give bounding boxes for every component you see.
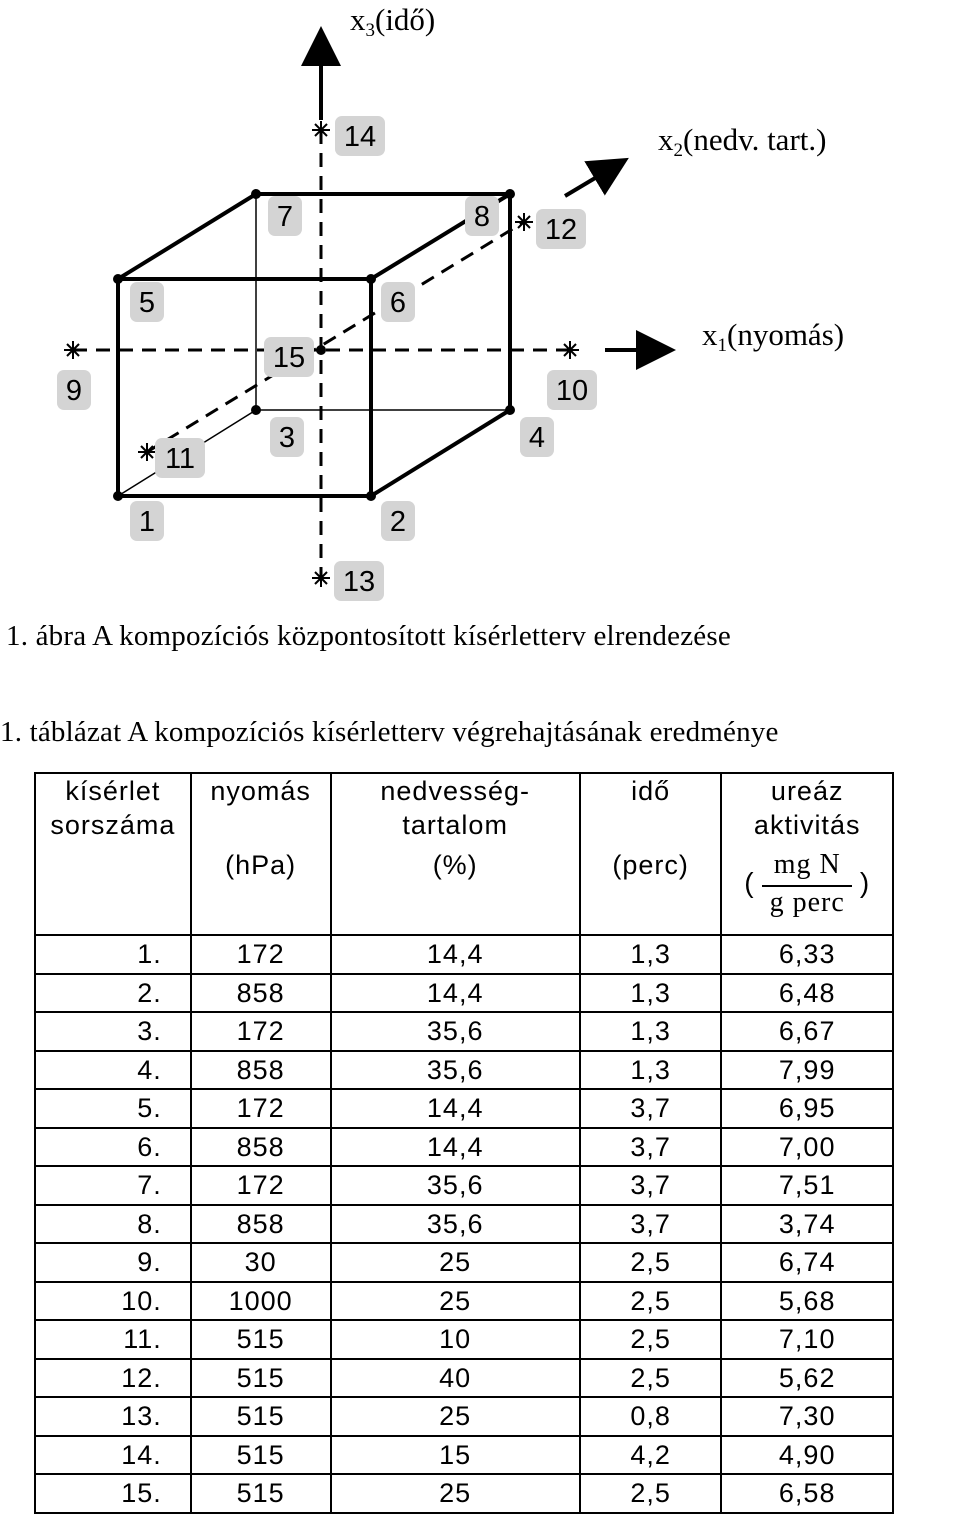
cell-urease: 6,67: [721, 1012, 893, 1051]
header-moisture: nedvesség- tartalom: [331, 773, 580, 848]
cell-urease: 6,74: [721, 1243, 893, 1282]
cell-urease: 5,62: [721, 1359, 893, 1398]
table-row: [35, 1243, 893, 1282]
table-header-row: [35, 773, 893, 848]
svg-text:12: 12: [544, 214, 578, 246]
cell-urease: 7,00: [721, 1128, 893, 1167]
table-row: [35, 1051, 893, 1090]
x1-axis-label: x1(nyomás): [702, 317, 845, 356]
cell-pressure: 172: [191, 1012, 331, 1051]
cell-pressure: 515: [191, 1436, 331, 1475]
svg-text:1: 1: [138, 506, 156, 538]
cell-urease: 7,10: [721, 1320, 893, 1359]
svg-text:5: 5: [138, 287, 156, 319]
header-experiment-no: kísérlet sorszáma: [35, 773, 191, 848]
table-row: [35, 1474, 893, 1513]
table-row: [35, 1397, 893, 1436]
point-label-4: [520, 417, 554, 457]
x2-axis-label: x2(nedv. tart.): [658, 122, 827, 161]
cell-moisture: 14,4: [331, 1089, 580, 1128]
point-label-11: [155, 438, 205, 478]
unit-empty: [35, 848, 191, 935]
cell-experiment-no: 3.: [35, 1012, 191, 1051]
svg-text:10: 10: [555, 375, 589, 407]
point-label-1: [130, 501, 164, 541]
cell-experiment-no: 5.: [35, 1089, 191, 1128]
header-time: idő: [580, 773, 722, 848]
cell-experiment-no: 13.: [35, 1397, 191, 1436]
cell-moisture: 10: [331, 1320, 580, 1359]
unit-time: (perc): [580, 848, 722, 935]
cell-moisture: 25: [331, 1243, 580, 1282]
cell-time: 1,3: [580, 1051, 722, 1090]
point-label-15: [264, 337, 314, 377]
cell-pressure: 515: [191, 1474, 331, 1513]
cell-experiment-no: 6.: [35, 1128, 191, 1167]
table-row: [35, 974, 893, 1013]
x2-dashed-axis: [147, 222, 524, 452]
point-label-14: [335, 116, 385, 156]
point-label-12: [536, 209, 586, 249]
cell-moisture: 35,6: [331, 1166, 580, 1205]
x3-axis-label: x3(idő): [350, 2, 436, 41]
point-label-8: [465, 196, 499, 236]
svg-text:3: 3: [278, 422, 296, 454]
cell-moisture: 35,6: [331, 1205, 580, 1244]
cell-moisture: 15: [331, 1436, 580, 1475]
cell-time: 1,3: [580, 935, 722, 974]
table-row: [35, 1012, 893, 1051]
svg-text:6: 6: [389, 287, 407, 319]
cell-urease: 6,95: [721, 1089, 893, 1128]
x2-axis-arrow: [565, 162, 622, 196]
cell-pressure: 515: [191, 1320, 331, 1359]
point-labels: [57, 116, 597, 601]
cell-experiment-no: 9.: [35, 1243, 191, 1282]
cell-time: 1,3: [580, 974, 722, 1013]
cell-experiment-no: 1.: [35, 935, 191, 974]
cell-time: 3,7: [580, 1205, 722, 1244]
cell-urease: 7,51: [721, 1166, 893, 1205]
experimental-design-cube-figure: [0, 0, 960, 605]
cell-time: 2,5: [580, 1474, 722, 1513]
cell-time: 1,3: [580, 1012, 722, 1051]
unit-moisture: (%): [331, 848, 580, 935]
cell-moisture: 25: [331, 1474, 580, 1513]
cell-pressure: 858: [191, 974, 331, 1013]
cell-experiment-no: 4.: [35, 1051, 191, 1090]
header-urease: ureáz aktivitás: [721, 773, 893, 848]
cell-experiment-no: 10.: [35, 1282, 191, 1321]
table-units-row: [35, 848, 893, 935]
cell-moisture: 25: [331, 1397, 580, 1436]
cell-urease: 7,30: [721, 1397, 893, 1436]
cell-pressure: 858: [191, 1051, 331, 1090]
svg-text:7: 7: [276, 201, 294, 233]
svg-text:15: 15: [272, 342, 306, 374]
cell-pressure: 172: [191, 1089, 331, 1128]
cell-pressure: 172: [191, 1166, 331, 1205]
cell-experiment-no: 12.: [35, 1359, 191, 1398]
cell-time: 3,7: [580, 1166, 722, 1205]
cell-experiment-no: 14.: [35, 1436, 191, 1475]
svg-text:8: 8: [473, 201, 491, 233]
svg-text:9: 9: [65, 375, 83, 407]
cell-urease: 6,58: [721, 1474, 893, 1513]
cell-experiment-no: 15.: [35, 1474, 191, 1513]
cell-time: 4,2: [580, 1436, 722, 1475]
svg-text:11: 11: [164, 443, 196, 475]
cell-experiment-no: 2.: [35, 974, 191, 1013]
cell-pressure: 30: [191, 1243, 331, 1282]
unit-pressure: (hPa): [191, 848, 331, 935]
figure-caption: 1. ábra A kompozíciós központosított kísérletterv elrendezése: [6, 620, 731, 652]
cell-time: 2,5: [580, 1359, 722, 1398]
unit-fraction: ( mg N g perc ): [744, 849, 871, 918]
cell-time: 0,8: [580, 1397, 722, 1436]
cell-pressure: 515: [191, 1397, 331, 1436]
table-row: [35, 1282, 893, 1321]
point-label-6: [381, 282, 415, 322]
cell-moisture: 14,4: [331, 1128, 580, 1167]
cell-time: 2,5: [580, 1282, 722, 1321]
cell-experiment-no: 8.: [35, 1205, 191, 1244]
point-label-2: [381, 501, 415, 541]
cell-experiment-no: 11.: [35, 1320, 191, 1359]
cell-time: 3,7: [580, 1128, 722, 1167]
cell-moisture: 40: [331, 1359, 580, 1398]
table-caption: 1. táblázat A kompozíciós kísérletterv végrehajtásának eredménye: [0, 716, 779, 748]
table-row: [35, 1436, 893, 1475]
cell-pressure: 172: [191, 935, 331, 974]
cell-moisture: 25: [331, 1282, 580, 1321]
svg-text:14: 14: [343, 121, 377, 153]
table-row: [35, 1166, 893, 1205]
cell-moisture: 35,6: [331, 1051, 580, 1090]
table-row: [35, 1320, 893, 1359]
cell-moisture: 35,6: [331, 1012, 580, 1051]
cell-urease: 6,48: [721, 974, 893, 1013]
point-label-13: [334, 561, 384, 601]
cell-time: 2,5: [580, 1320, 722, 1359]
table-row: [35, 1205, 893, 1244]
cell-urease: 4,90: [721, 1436, 893, 1475]
cell-urease: 6,33: [721, 935, 893, 974]
results-table: [34, 772, 894, 1514]
cell-urease: 7,99: [721, 1051, 893, 1090]
cell-time: 2,5: [580, 1243, 722, 1282]
cell-moisture: 14,4: [331, 974, 580, 1013]
cell-pressure: 515: [191, 1359, 331, 1398]
point-label-10: [547, 370, 597, 410]
table-row: [35, 935, 893, 974]
cell-moisture: 14,4: [331, 935, 580, 974]
cell-time: 3,7: [580, 1089, 722, 1128]
point-label-5: [130, 282, 164, 322]
cell-experiment-no: 7.: [35, 1166, 191, 1205]
cell-urease: 3,74: [721, 1205, 893, 1244]
table-row: [35, 1359, 893, 1398]
point-label-7: [268, 196, 302, 236]
cell-pressure: 858: [191, 1128, 331, 1167]
cell-pressure: 1000: [191, 1282, 331, 1321]
cell-urease: 5,68: [721, 1282, 893, 1321]
unit-urease: [721, 848, 893, 935]
header-pressure: nyomás: [191, 773, 331, 848]
svg-text:13: 13: [342, 566, 376, 598]
point-label-9: [57, 370, 91, 410]
svg-text:2: 2: [389, 506, 407, 538]
table-row: [35, 1089, 893, 1128]
point-label-3: [270, 417, 304, 457]
cell-pressure: 858: [191, 1205, 331, 1244]
svg-text:4: 4: [528, 422, 546, 454]
table-row: [35, 1128, 893, 1167]
